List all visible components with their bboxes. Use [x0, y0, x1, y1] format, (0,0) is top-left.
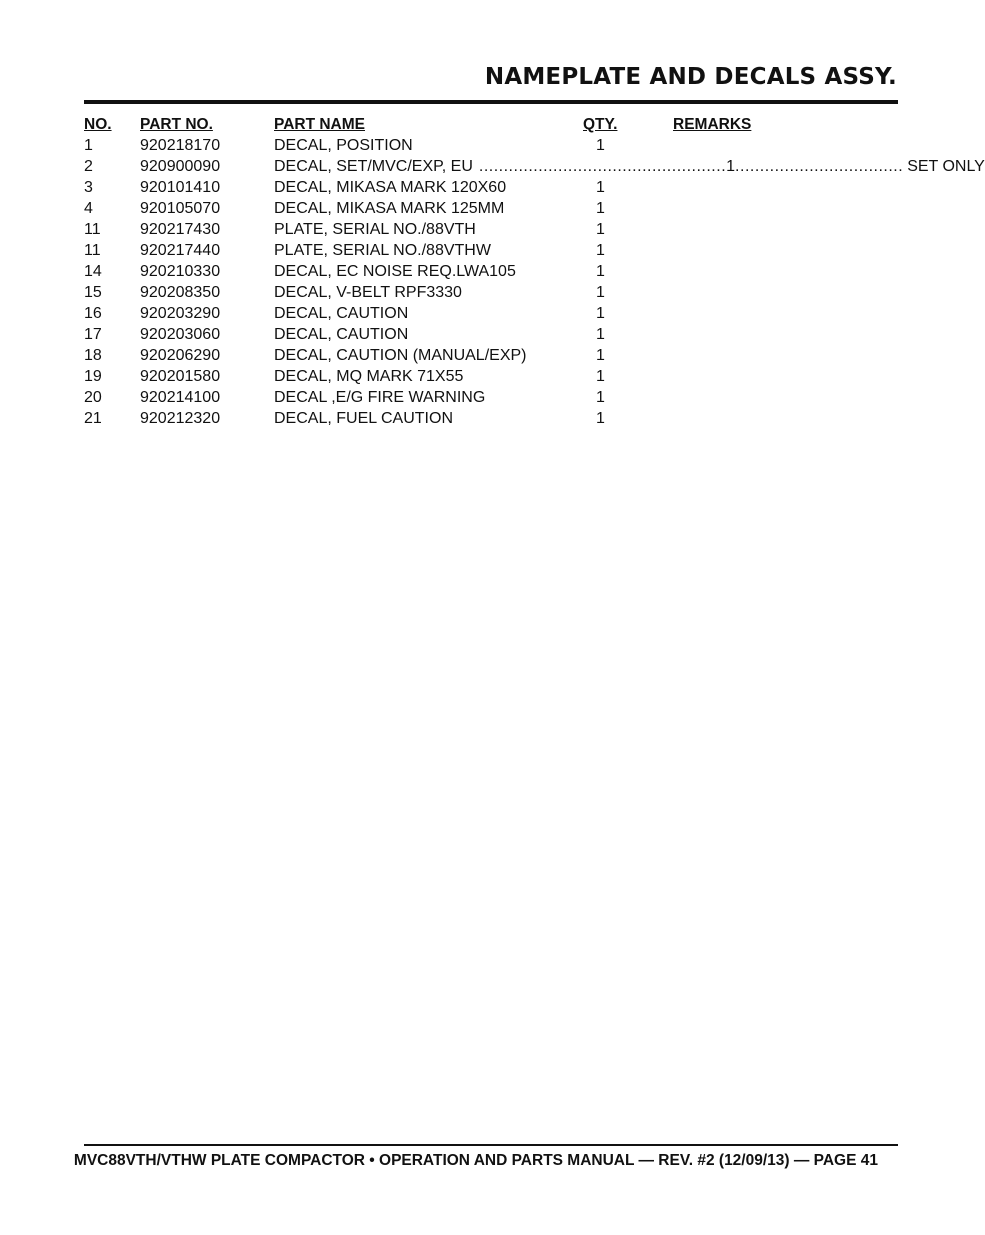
table-row	[84, 198, 898, 219]
row-no: 3	[84, 179, 93, 196]
table-row	[84, 219, 898, 240]
row-qty: 1	[596, 284, 605, 301]
row-part-no: 920217430	[140, 221, 221, 238]
row-part-no: 920900090	[140, 158, 221, 175]
row-qty: 1	[596, 179, 605, 196]
row-no: 18	[84, 347, 102, 364]
row-part-name: DECAL, MIKASA MARK 125MM	[274, 200, 505, 217]
row-part-name: PLATE, SERIAL NO./88VTHW	[274, 242, 491, 259]
table-row	[84, 387, 898, 408]
column-header-remarks: REMARKS	[673, 116, 752, 133]
row-part-name: DECAL, CAUTION	[274, 326, 409, 343]
row-no: 14	[84, 263, 102, 280]
row-part-name-with-leaders	[274, 156, 985, 177]
row-part-name: DECAL, SET/MVC/EXP, EU	[274, 158, 473, 175]
row-part-no: 920217440	[140, 242, 221, 259]
table-header-row	[84, 114, 898, 135]
row-qty: 1	[596, 389, 605, 406]
row-part-name: DECAL, MQ MARK 71X55	[274, 368, 464, 385]
row-qty: 1	[596, 305, 605, 322]
row-part-name: DECAL, CAUTION (MANUAL/EXP)	[274, 347, 527, 364]
row-part-no: 920206290	[140, 347, 221, 364]
page-title: NAMEPLATE AND DECALS ASSY.	[484, 64, 897, 90]
row-qty: 1	[596, 347, 605, 364]
table-row	[84, 324, 898, 345]
table-row	[84, 135, 898, 156]
table-row	[84, 156, 985, 177]
row-no: 4	[84, 200, 93, 217]
row-part-name: DECAL, CAUTION	[274, 305, 409, 322]
table-row	[84, 366, 898, 387]
column-header-qty: QTY.	[583, 116, 618, 133]
column-header-part-no: PART NO.	[140, 116, 213, 133]
title-divider	[84, 100, 898, 104]
row-qty: 1	[596, 242, 605, 259]
row-no: 11	[84, 221, 101, 238]
table-row	[84, 240, 898, 261]
row-part-no: 920105070	[140, 200, 221, 217]
table-row	[84, 282, 898, 303]
row-part-name: DECAL, MIKASA MARK 120X60	[274, 179, 507, 196]
page-footer: MVC88VTH/VTHW PLATE COMPACTOR • OPERATION AND PARTS MANUAL — REV. #2 (12/09/13) — PAGE 41	[73, 1152, 878, 1169]
row-no: 21	[84, 410, 102, 427]
table-row	[84, 345, 898, 366]
row-remarks: SET ONLY	[907, 158, 985, 175]
table-row	[84, 408, 898, 429]
table-body	[84, 135, 985, 429]
row-no: 11	[84, 242, 101, 259]
row-qty: 1	[596, 368, 605, 385]
column-header-no: NO.	[84, 116, 112, 133]
row-qty: 1	[596, 137, 605, 154]
row-part-no: 920208350	[140, 284, 221, 301]
row-no: 20	[84, 389, 102, 406]
row-part-no: 920218170	[140, 137, 221, 154]
table-row	[84, 303, 898, 324]
row-no: 16	[84, 305, 102, 322]
row-part-name: DECAL, EC NOISE REQ.LWA105	[274, 263, 516, 280]
row-qty: 1	[596, 200, 605, 217]
table-row	[84, 177, 898, 198]
row-part-name: DECAL, POSITION	[274, 137, 413, 154]
column-header-part-name: PART NAME	[274, 116, 365, 133]
row-part-no: 920203060	[140, 326, 221, 343]
row-qty: 1	[726, 158, 736, 175]
row-part-name: DECAL ,E/G FIRE WARNING	[274, 389, 486, 406]
row-no: 2	[84, 158, 93, 175]
parts-table	[84, 114, 985, 429]
leader-dots: ..................................................	[478, 158, 727, 175]
row-no: 15	[84, 284, 102, 301]
row-qty: 1	[596, 263, 605, 280]
row-part-no: 920201580	[140, 368, 221, 385]
row-part-no: 920101410	[140, 179, 221, 196]
row-part-name: DECAL, V-BELT RPF3330	[274, 284, 462, 301]
row-part-no: 920212320	[140, 410, 221, 427]
row-part-no: 920214100	[140, 389, 221, 406]
row-no: 19	[84, 368, 102, 385]
footer-divider	[84, 1144, 898, 1146]
leader-dots: ..................................	[735, 158, 904, 175]
row-part-no: 920203290	[140, 305, 221, 322]
table-row	[84, 261, 898, 282]
row-no: 1	[84, 137, 93, 154]
row-part-name: PLATE, SERIAL NO./88VTH	[274, 221, 476, 238]
row-part-no: 920210330	[140, 263, 221, 280]
row-qty: 1	[596, 410, 605, 427]
row-part-name: DECAL, FUEL CAUTION	[274, 410, 453, 427]
row-qty: 1	[596, 221, 605, 238]
row-no: 17	[84, 326, 102, 343]
row-qty: 1	[596, 326, 605, 343]
